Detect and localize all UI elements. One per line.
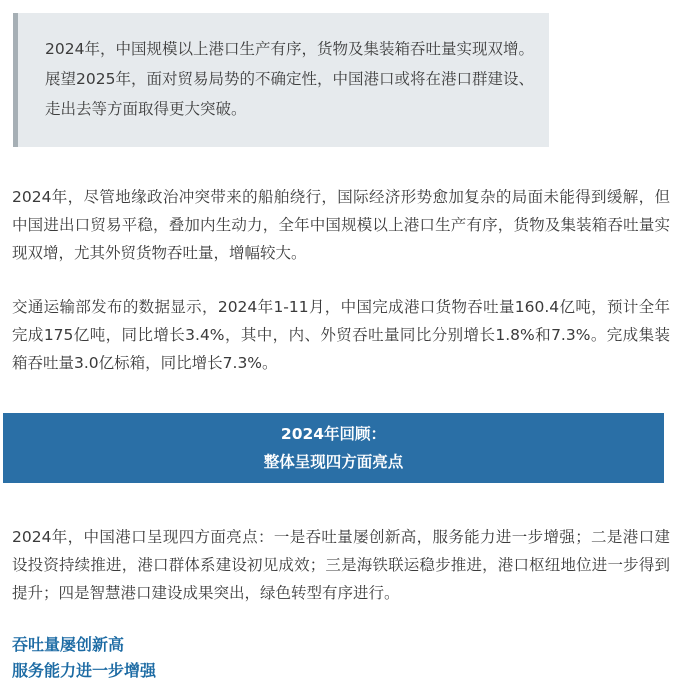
body-paragraph-intro: 2024年，尽管地缘政治冲突带来的船舶绕行，国际经济形势愈加复杂的局面未能得到缓解，但中国进出口贸易平稳，叠加内生动力，全年中国规模以上港口生产有序，货物及集装箱吞吐量实现双增，尤其外贸货物吞吐量，增幅较大。 [12,188,670,262]
subheading-service-capacity: 服务能力进一步增强 [12,661,157,680]
lead-quote-box [13,13,549,147]
section-banner-2024-review [3,413,664,483]
subheading-throughput: 吞吐量屡创新高 [12,635,125,654]
body-paragraph-highlights: 2024年，中国港口呈现四方面亮点：一是吞吐量屡创新高，服务能力进一步增强；二是港口建设投资持续推进，港口群体系建设初见成效；三是海铁联运稳步推进，港口枢纽地位进一步得到提升；四是智慧港口建设成果突出，绿色转型有序进行。 [12,528,670,602]
body-paragraph-statistics: 交通运输部发布的数据显示，2024年1-11月，中国完成港口货物吞吐量160.4亿吨，预计全年完成175亿吨，同比增长3.4%，其中，内、外贸吞吐量同比分别增长1.8%和7.3%。完成集装箱吞吐量3.0亿标箱，同比增长7.3%。 [12,298,670,372]
banner-subtitle-line: 整体呈现四方面亮点 [263,453,404,471]
lead-quote-text: 2024年，中国规模以上港口生产有序，货物及集装箱吞吐量实现双增。展望2025年，面对贸易局势的不确定性，中国港口或将在港口群建设、走出去等方面取得更大突破。 [45,40,534,118]
banner-title-line: 2024年回顾： [280,425,387,443]
